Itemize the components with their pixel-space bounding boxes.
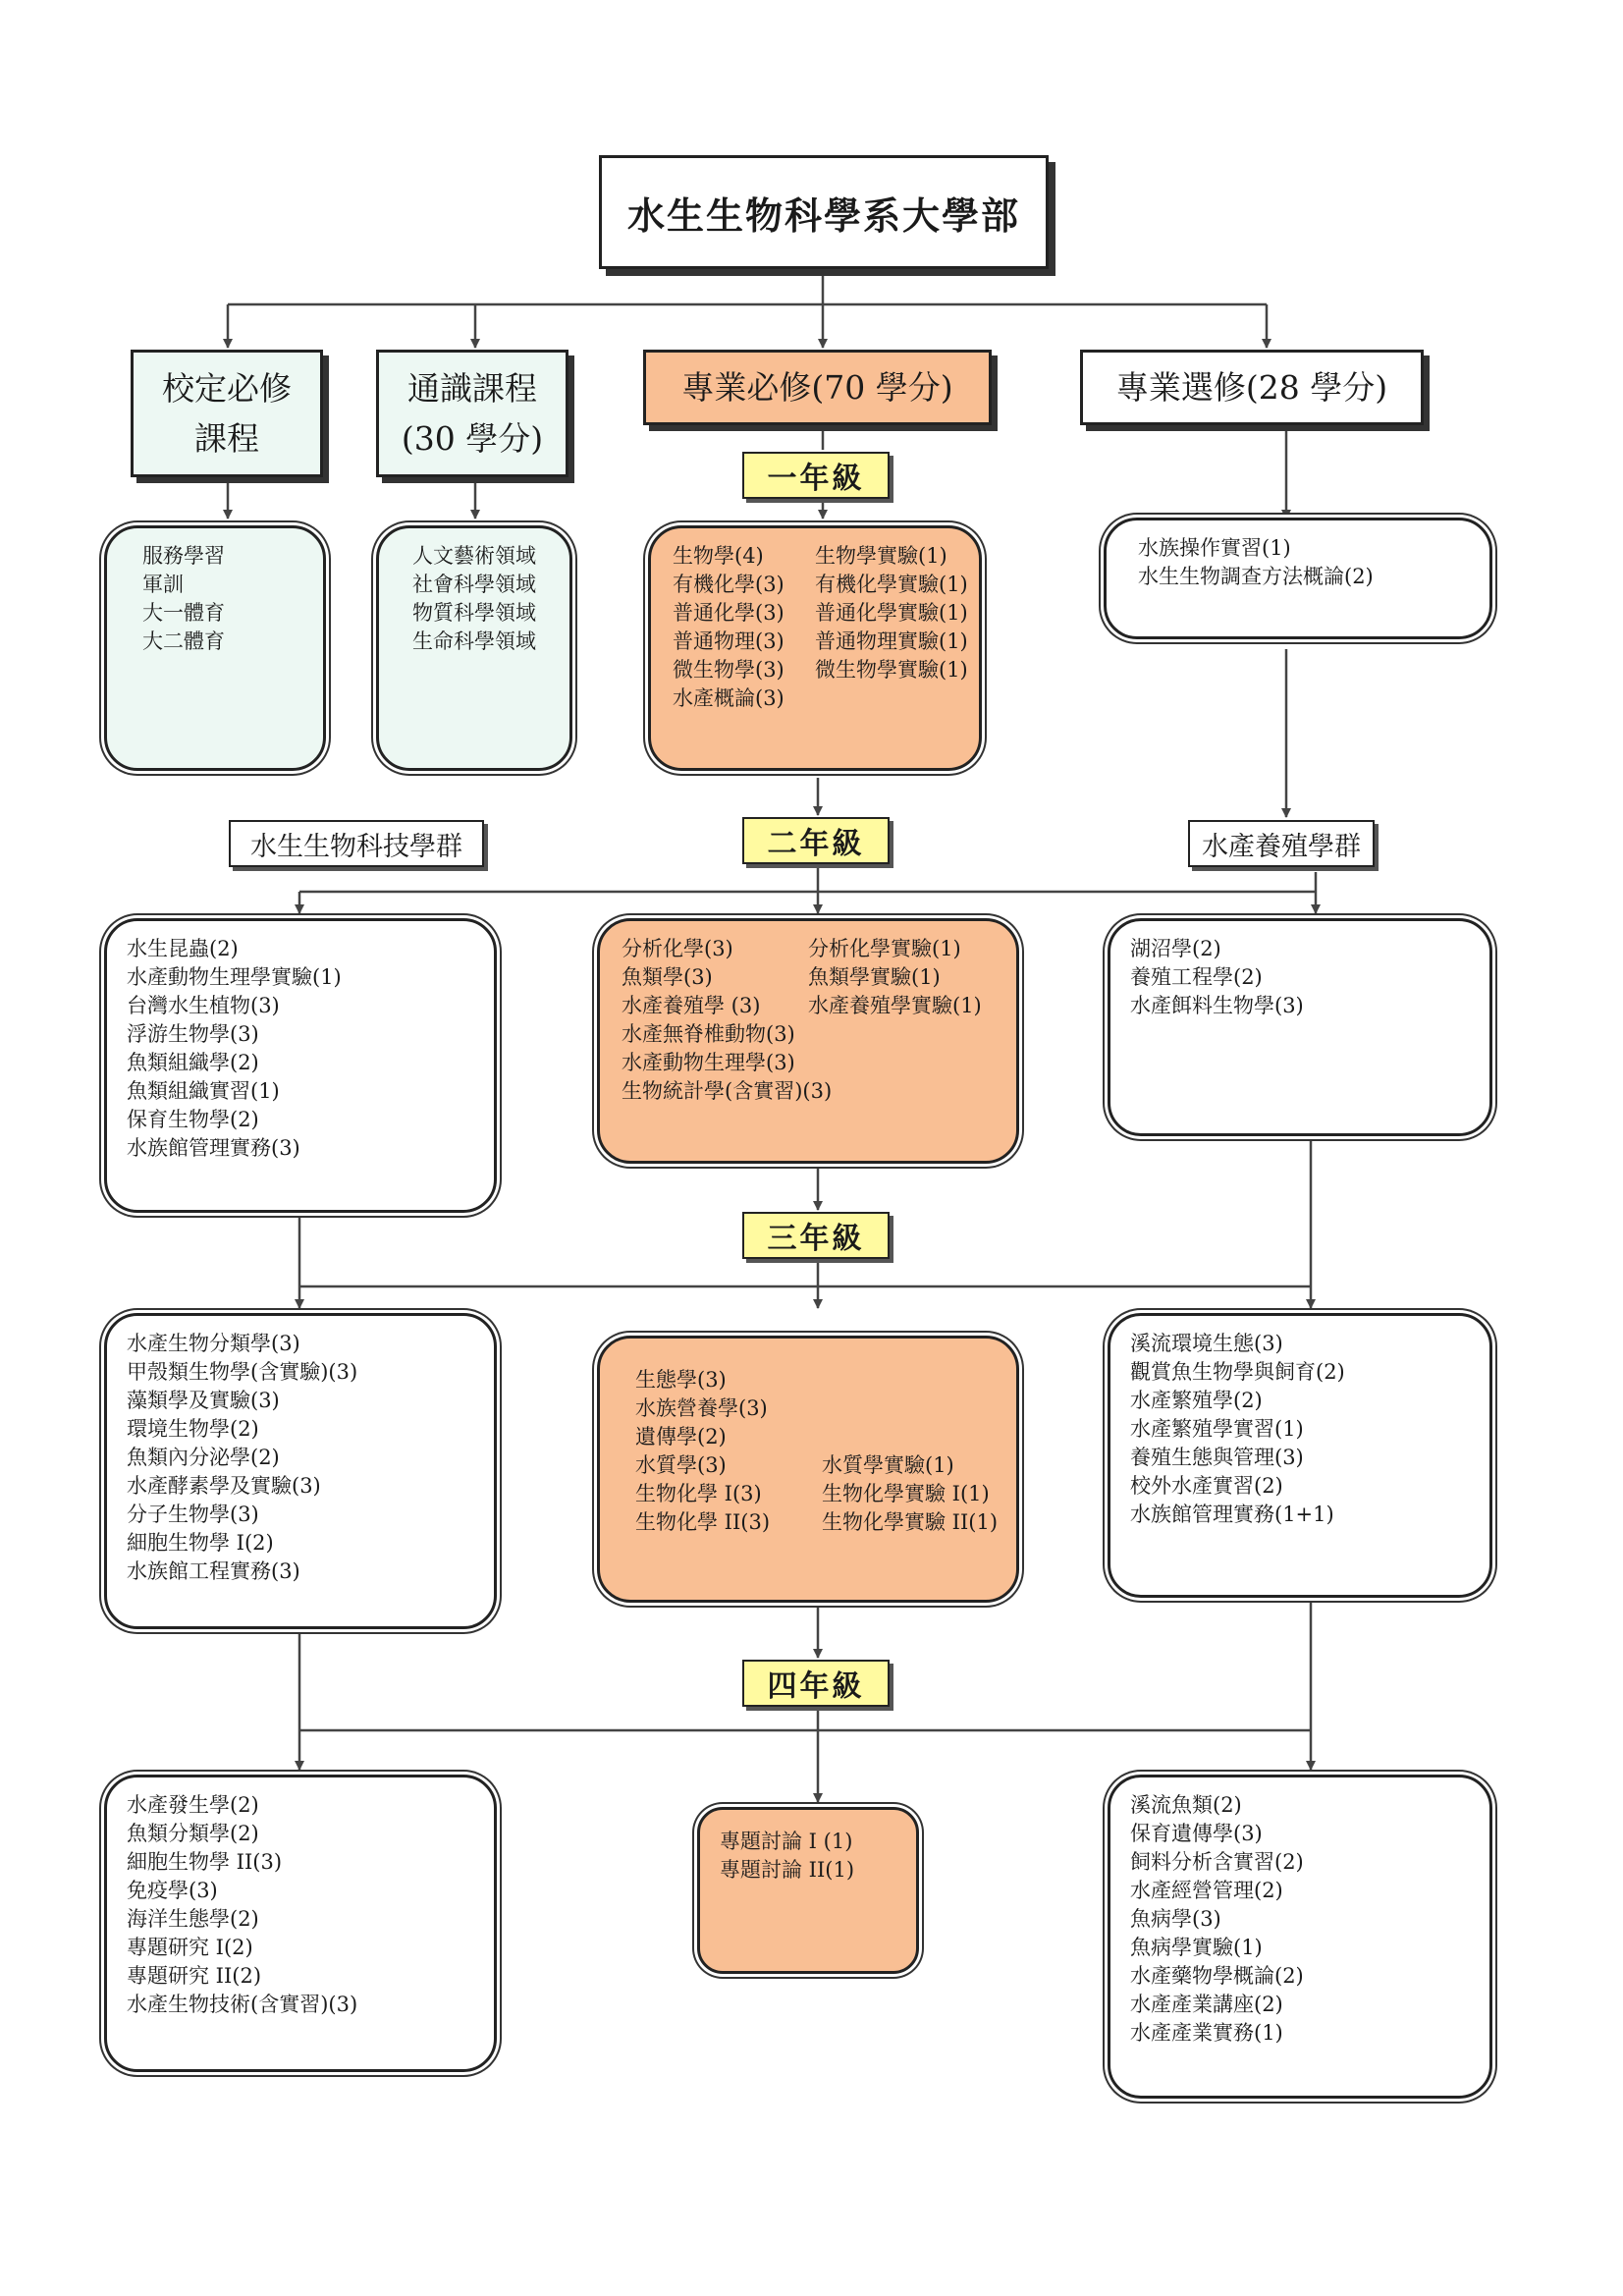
course-item: 水產動物生理學實驗(1) — [127, 965, 342, 989]
course-item — [822, 1423, 998, 1451]
course-item: 水產餌料生物學(3) — [1130, 994, 1304, 1017]
year2-label: 二年級 — [742, 817, 890, 864]
course-item: 遺傳學(2) — [635, 1425, 727, 1449]
course-item: 養殖生態與管理(3) — [1130, 1446, 1304, 1469]
aquaculture-group-label: 水產養殖學群 — [1188, 820, 1375, 867]
course-item: 魚類學(3) — [622, 965, 713, 989]
major-required-label: 專業必修(70 學分) — [681, 367, 953, 407]
course-item: 專題研究 I(2) — [127, 1936, 253, 1959]
course-item: 水族館管理實務(1+1) — [1130, 1503, 1334, 1526]
year1-required-course-list — [673, 542, 968, 713]
course-item: 魚類內分泌學(2) — [127, 1446, 280, 1469]
course-item: 海洋生態學(2) — [127, 1907, 259, 1931]
course-item: 水產經營管理(2) — [1130, 1879, 1283, 1902]
course-item: 普通化學實驗(1) — [815, 601, 968, 625]
course-item: 大一體育 — [142, 601, 225, 625]
course-item: 台灣水生植物(3) — [127, 994, 280, 1017]
course-item: 物質科學領域 — [412, 601, 536, 625]
year4-required-courses-box — [697, 1807, 919, 1974]
major-elective-header — [1080, 350, 1424, 425]
course-item: 水產概論(3) — [673, 686, 784, 710]
course-item: 細胞生物學 I(2) — [127, 1531, 274, 1555]
course-item: 人文藝術領域 — [412, 544, 536, 568]
year3-label: 三年級 — [742, 1212, 890, 1259]
course-item: 有機化學(3) — [673, 573, 784, 596]
biotech-group-label: 水生生物科技學群 — [229, 820, 484, 867]
course-item: 分子生物學(3) — [127, 1503, 259, 1526]
course-item: 分析化學(3) — [622, 937, 733, 960]
course-item: 微生物學(3) — [673, 658, 784, 682]
general-education-header — [376, 350, 568, 477]
course-item: 生物學實驗(1) — [815, 544, 947, 568]
year2-required-courses-box — [597, 918, 1019, 1164]
school-required-label-line1: 校定必修 — [162, 368, 292, 408]
course-item: 水質學(3) — [635, 1453, 727, 1477]
course-item: 環境生物學(2) — [127, 1417, 259, 1441]
course-item: 細胞生物學 II(3) — [127, 1850, 283, 1874]
aquaculture-year4-box — [1108, 1775, 1492, 2099]
course-item: 專題研究 II(2) — [127, 1964, 262, 1988]
course-item: 水生昆蟲(2) — [127, 937, 239, 960]
course-item: 水產產業實務(1) — [1130, 2021, 1283, 2045]
course-item: 水產產業講座(2) — [1130, 1993, 1283, 2016]
biotech-year3-list — [127, 1330, 474, 1586]
course-item: 普通物理(3) — [673, 629, 784, 653]
course-item: 服務學習 — [142, 544, 225, 568]
course-item: 水族館管理實務(3) — [127, 1136, 300, 1160]
course-item: 觀賞魚生物學與飼育(2) — [1130, 1360, 1345, 1384]
school-required-label-line2: 課程 — [194, 419, 259, 458]
course-item: 生物化學 I(3) — [635, 1482, 762, 1505]
course-item: 水產養殖學 (3) — [622, 994, 761, 1017]
course-item: 藻類學及實驗(3) — [127, 1389, 280, 1412]
course-item — [822, 1394, 998, 1423]
course-item: 水產動物生理學(3) — [622, 1051, 795, 1074]
course-item: 湖沼學(2) — [1130, 937, 1221, 960]
year4-required-course-list — [720, 1828, 896, 1885]
course-item: 魚病學(3) — [1130, 1907, 1221, 1931]
course-item: 水生生物調查方法概論(2) — [1138, 565, 1374, 588]
course-item: 水產生物分類學(3) — [127, 1332, 300, 1355]
year4-label: 四年級 — [742, 1660, 890, 1707]
aquaculture-year3-box — [1108, 1313, 1492, 1598]
general-education-area-list — [412, 542, 550, 656]
course-item: 生物化學 II(3) — [635, 1510, 771, 1534]
school-required-course-list — [142, 542, 303, 656]
course-item: 水族操作實習(1) — [1138, 536, 1291, 560]
general-education-label-line1: 通識課程 — [407, 368, 537, 408]
course-item: 保育生物學(2) — [127, 1108, 259, 1131]
course-item — [808, 1077, 997, 1106]
course-item: 生命科學領域 — [412, 629, 536, 653]
major-required-header — [643, 350, 992, 425]
biotech-year2-list — [127, 935, 474, 1163]
course-item: 專題討論 I (1) — [720, 1830, 853, 1853]
school-required-header — [131, 350, 323, 477]
course-item: 水族營養學(3) — [635, 1396, 768, 1420]
course-item: 專題討論 II(1) — [720, 1858, 855, 1882]
course-item: 大二體育 — [142, 629, 225, 653]
course-item: 保育遺傳學(3) — [1130, 1822, 1263, 1845]
course-item: 溪流魚類(2) — [1130, 1793, 1242, 1817]
course-item: 水族館工程實務(3) — [127, 1559, 300, 1583]
biotech-year3-box — [104, 1313, 497, 1629]
course-item: 校外水產實習(2) — [1130, 1474, 1283, 1498]
course-item: 生物學(4) — [673, 544, 764, 568]
year3-required-courses-box — [597, 1336, 1019, 1603]
course-item: 生物化學實驗 I(1) — [822, 1482, 990, 1505]
course-item: 水產生物技術(含實習)(3) — [127, 1993, 358, 2016]
biotech-year4-box — [104, 1775, 497, 2072]
course-item: 分析化學實驗(1) — [808, 937, 961, 960]
aquaculture-year3-list — [1130, 1330, 1470, 1529]
major-elective-label: 專業選修(28 學分) — [1115, 367, 1388, 407]
year1-required-courses-box — [648, 525, 982, 771]
aquaculture-year4-list — [1130, 1791, 1470, 2048]
general-education-areas-box — [376, 525, 572, 771]
year2-required-course-list — [622, 935, 997, 1106]
course-item: 魚類組織實習(1) — [127, 1079, 280, 1103]
course-item — [822, 1366, 998, 1394]
course-item: 水產無脊椎動物(3) — [622, 1022, 795, 1046]
course-item: 軍訓 — [142, 573, 184, 596]
course-item: 水產繁殖學實習(1) — [1130, 1417, 1304, 1441]
course-item: 溪流環境生態(3) — [1130, 1332, 1283, 1355]
aquaculture-year2-box — [1108, 918, 1492, 1136]
course-item: 水產發生學(2) — [127, 1793, 259, 1817]
year1-label: 一年級 — [742, 452, 890, 499]
course-item: 水產藥物學概論(2) — [1130, 1964, 1304, 1988]
course-item: 甲殼類生物學(含實驗)(3) — [127, 1360, 358, 1384]
major-elective-year1-box — [1104, 518, 1492, 639]
course-item: 生物統計學(含實習)(3) — [622, 1079, 833, 1103]
course-item: 水質學實驗(1) — [822, 1453, 954, 1477]
course-item: 水產酵素學及實驗(3) — [127, 1474, 321, 1498]
course-item: 魚類組織學(2) — [127, 1051, 259, 1074]
course-item: 普通化學(3) — [673, 601, 784, 625]
course-item: 水產繁殖學(2) — [1130, 1389, 1263, 1412]
department-title: 水生生物科學系大學部 — [599, 155, 1049, 269]
course-item — [808, 1020, 997, 1049]
course-item: 微生物學實驗(1) — [815, 658, 968, 682]
course-item: 普通物理實驗(1) — [815, 629, 968, 653]
course-item: 飼料分析含實習(2) — [1130, 1850, 1304, 1874]
course-item: 養殖工程學(2) — [1130, 965, 1263, 989]
school-required-courses-box — [104, 525, 326, 771]
course-item: 免疫學(3) — [127, 1879, 218, 1902]
course-item: 有機化學實驗(1) — [815, 573, 968, 596]
course-item: 魚類分類學(2) — [127, 1822, 259, 1845]
general-education-label-line2: (30 學分) — [401, 419, 544, 458]
biotech-year4-list — [127, 1791, 474, 2019]
course-item: 魚類學實驗(1) — [808, 965, 941, 989]
course-item: 生物化學實驗 II(1) — [822, 1510, 999, 1534]
course-item: 浮游生物學(3) — [127, 1022, 259, 1046]
course-item: 社會科學領域 — [412, 573, 536, 596]
year3-required-course-list — [635, 1366, 997, 1537]
aquaculture-year2-list — [1130, 935, 1470, 1020]
biotech-year2-box — [104, 918, 497, 1213]
course-item: 生態學(3) — [635, 1368, 727, 1392]
course-item: 水產養殖學實驗(1) — [808, 994, 982, 1017]
major-elective-year1-list — [1138, 534, 1470, 591]
course-item: 魚病學實驗(1) — [1130, 1936, 1263, 1959]
course-item — [808, 1049, 997, 1077]
